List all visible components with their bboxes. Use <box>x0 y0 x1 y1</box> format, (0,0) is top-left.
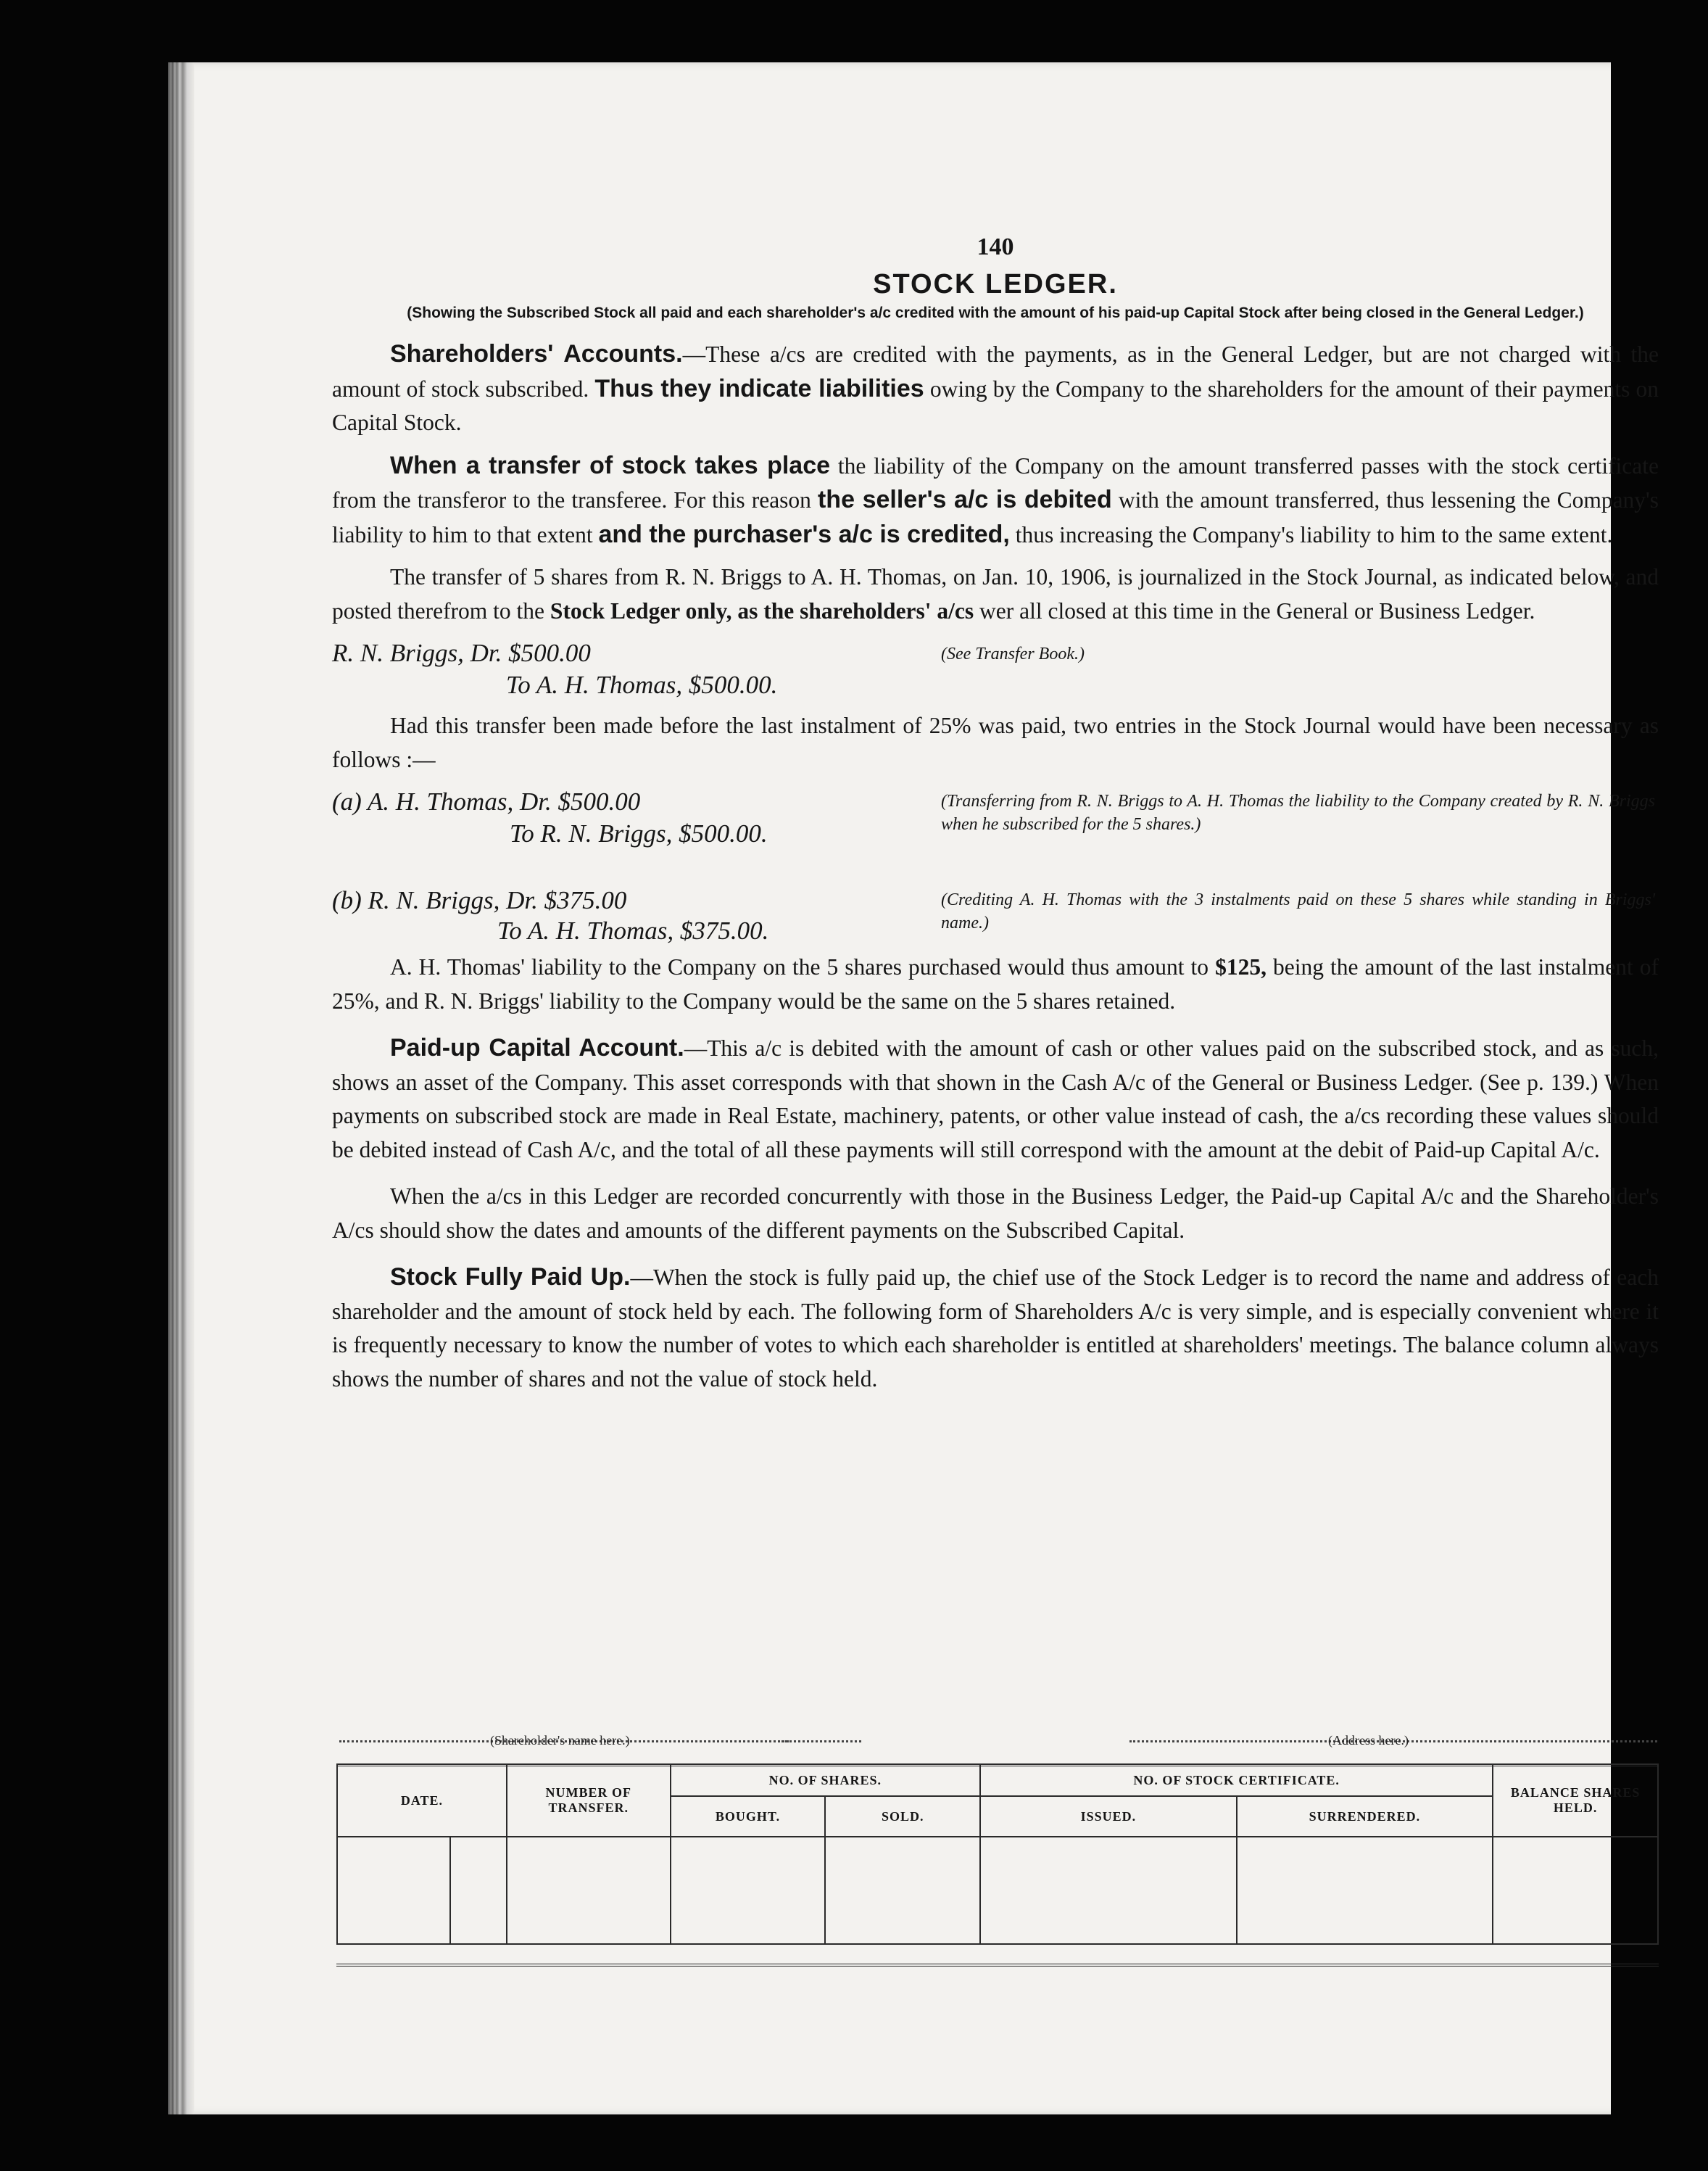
paragraph-paid-up-capital <box>332 1031 1659 1167</box>
entry-credit-line: To A. H. Thomas, $500.00. <box>506 671 778 699</box>
heading-paid-up-capital: Paid-up Capital Account. <box>390 1034 684 1062</box>
heading-fully-paid: Stock Fully Paid Up. <box>390 1263 631 1291</box>
entry-note: (Crediting A. H. Thomas with the 3 instalments paid on these 5 shares while standing in Briggs' name.) <box>941 890 1655 933</box>
date-cell <box>337 1837 507 1944</box>
issued-cell <box>980 1837 1236 1944</box>
heading-shareholders-accounts: Shareholders' Accounts. <box>390 340 683 368</box>
paragraph-instalment: Had this transfer been made before the last instalment of 25% was paid, two entries in the Stock Journal would have been necessary as follows :— <box>332 713 1659 772</box>
binding-gutter <box>168 62 194 2114</box>
text: The transfer of 5 shares from R. N. Briggs to A. H. Thomas, on Jan. 10, 1906, is journalized in the Stock Journal, as indicated below, and posted therefrom to the <box>332 564 1659 624</box>
shareholders-account-form <box>336 1763 1659 1945</box>
journal-entry-a <box>332 785 1659 884</box>
paragraph-liability <box>332 951 1659 1018</box>
entry-note: (See Transfer Book.) <box>941 645 1085 663</box>
paragraph-transfer-example <box>332 561 1659 628</box>
bought-cell <box>671 1837 826 1944</box>
entry-credit-line: To R. N. Briggs, $500.00. <box>510 819 768 848</box>
entry-debit-line: R. N. Briggs, Dr. $500.00 <box>332 639 591 667</box>
bold-phrase: the seller's a/c is debited <box>817 486 1112 513</box>
form-top-rule <box>336 1763 1659 1766</box>
shareholder-name-label: (Shareholder's name here.) <box>490 1733 630 1748</box>
address-label: (Address here.) <box>1328 1733 1409 1748</box>
sold-cell <box>825 1837 980 1944</box>
text: owing by the Company to the shareholders for the amount of their payments on Capital Stock. <box>332 376 1659 435</box>
form-bottom-rule <box>336 1964 1659 1967</box>
text: with the amount transferred, thus lessening the Company's liability to him to that extent <box>332 487 1659 547</box>
entry-debit-line: (a) A. H. Thomas, Dr. $500.00 <box>332 787 641 816</box>
entry-credit-line: To A. H. Thomas, $375.00. <box>497 917 769 945</box>
name-dotted-line-end <box>782 1740 861 1742</box>
page-number: 140 <box>977 233 1014 260</box>
entry-note: (Transferring from R. N. Briggs to A. H. Thomas the liability to the Company created by R. N. Briggs when he subscribed for the 5 shares.) <box>941 792 1655 834</box>
header-no-of-stock-certificate: NO. OF STOCK CERTIFICATE. <box>980 1764 1493 1796</box>
text: being the amount of the last instalment of 25%, and R. N. Briggs' liability to the Company would be the same on the 5 shares retained. <box>332 954 1659 1014</box>
entry-debit-line: (b) R. N. Briggs, Dr. $375.00 <box>332 886 627 914</box>
header-issued: ISSUED. <box>980 1796 1236 1837</box>
journal-entry-1 <box>332 637 1659 706</box>
transfer-cell <box>507 1837 671 1944</box>
text: thus increasing the Company's liability to him to the same extent. <box>1015 521 1613 547</box>
page-content <box>332 231 1659 1405</box>
journal-entry-b <box>332 884 1659 951</box>
text: —When the stock is fully paid up, the chief use of the Stock Ledger is to record the name and address of each shareholder and the amount of stock held by each. The following form of Shareholders A/c is very simple, and is especially convenient where it is frequently necessary to know the number of votes to which each shareholder is entitled at shareholders' meetings. The balance column always shows the number of shares and not the value of stock held. <box>332 1265 1659 1391</box>
paragraph-shareholders-accounts <box>332 337 1659 440</box>
header-balance-shares-held: BALANCE SHARES HELD. <box>1493 1764 1658 1837</box>
page-subtitle: (Showing the Subscribed Stock all paid and each shareholder's a/c credited with the amount of his paid-up Capital Stock after being closed in the General Ledger.) <box>407 305 1584 321</box>
text: A. H. Thomas' liability to the Company on the 5 shares purchased would thus amount to <box>390 954 1209 980</box>
heading-transfer: When a transfer of stock takes place <box>390 451 831 479</box>
header-date: DATE. <box>337 1764 507 1837</box>
text: —This a/c is debited with the amount of cash or other values paid on the subscribed stock, and as such, shows an asset of the Company. This asset corresponds with that shown in the Cash A/c of the General or Business Ledger. (See p. 139.) When payments on subscribed stock are made in Real Estate, machinery, patents, or other value instead of cash, the a/cs recording these values should be debited instead of Cash A/c, and the total of all these payments will still correspond with the amount at the debit of Paid-up Capital A/c. <box>332 1035 1659 1162</box>
paragraph-transfer <box>332 449 1659 553</box>
surrendered-cell <box>1237 1837 1493 1944</box>
paragraph-fully-paid <box>332 1260 1659 1396</box>
text: —These a/cs are credited with the payments, as in the General Ledger, but are not charged with the amount of stock subscribed. <box>332 342 1659 402</box>
text: wer all closed at this time in the General or Business Ledger. <box>979 597 1535 624</box>
paragraph-concurrent: When the a/cs in this Ledger are recorded concurrently with those in the Business Ledger, the Paid-up Capital A/c and the Shareholder's A/cs should show the dates and amounts of the different payments on the Subscribed Capital. <box>332 1183 1659 1243</box>
header-bought: BOUGHT. <box>671 1796 826 1837</box>
bold-phrase: $125, <box>1215 954 1267 980</box>
bold-phrase: Thus they indicate liabilities <box>594 374 924 402</box>
balance-cell <box>1493 1837 1658 1944</box>
header-surrendered: SURRENDERED. <box>1237 1796 1493 1837</box>
text: the liability of the Company on the amount transferred passes with the stock certificate from the transferor to the transferee. For this reason <box>332 452 1659 513</box>
bold-phrase: and the purchaser's a/c is credited, <box>598 520 1010 548</box>
page-title: STOCK LEDGER. <box>873 268 1118 299</box>
bold-phrase: Stock Ledger only, as the shareholders' a/cs <box>550 597 974 624</box>
header-number-of-transfer: NUMBER OF TRANSFER. <box>507 1764 671 1837</box>
header-sold: SOLD. <box>825 1796 980 1837</box>
table-row <box>337 1837 1658 1944</box>
header-no-of-shares: NO. OF SHARES. <box>671 1764 980 1796</box>
